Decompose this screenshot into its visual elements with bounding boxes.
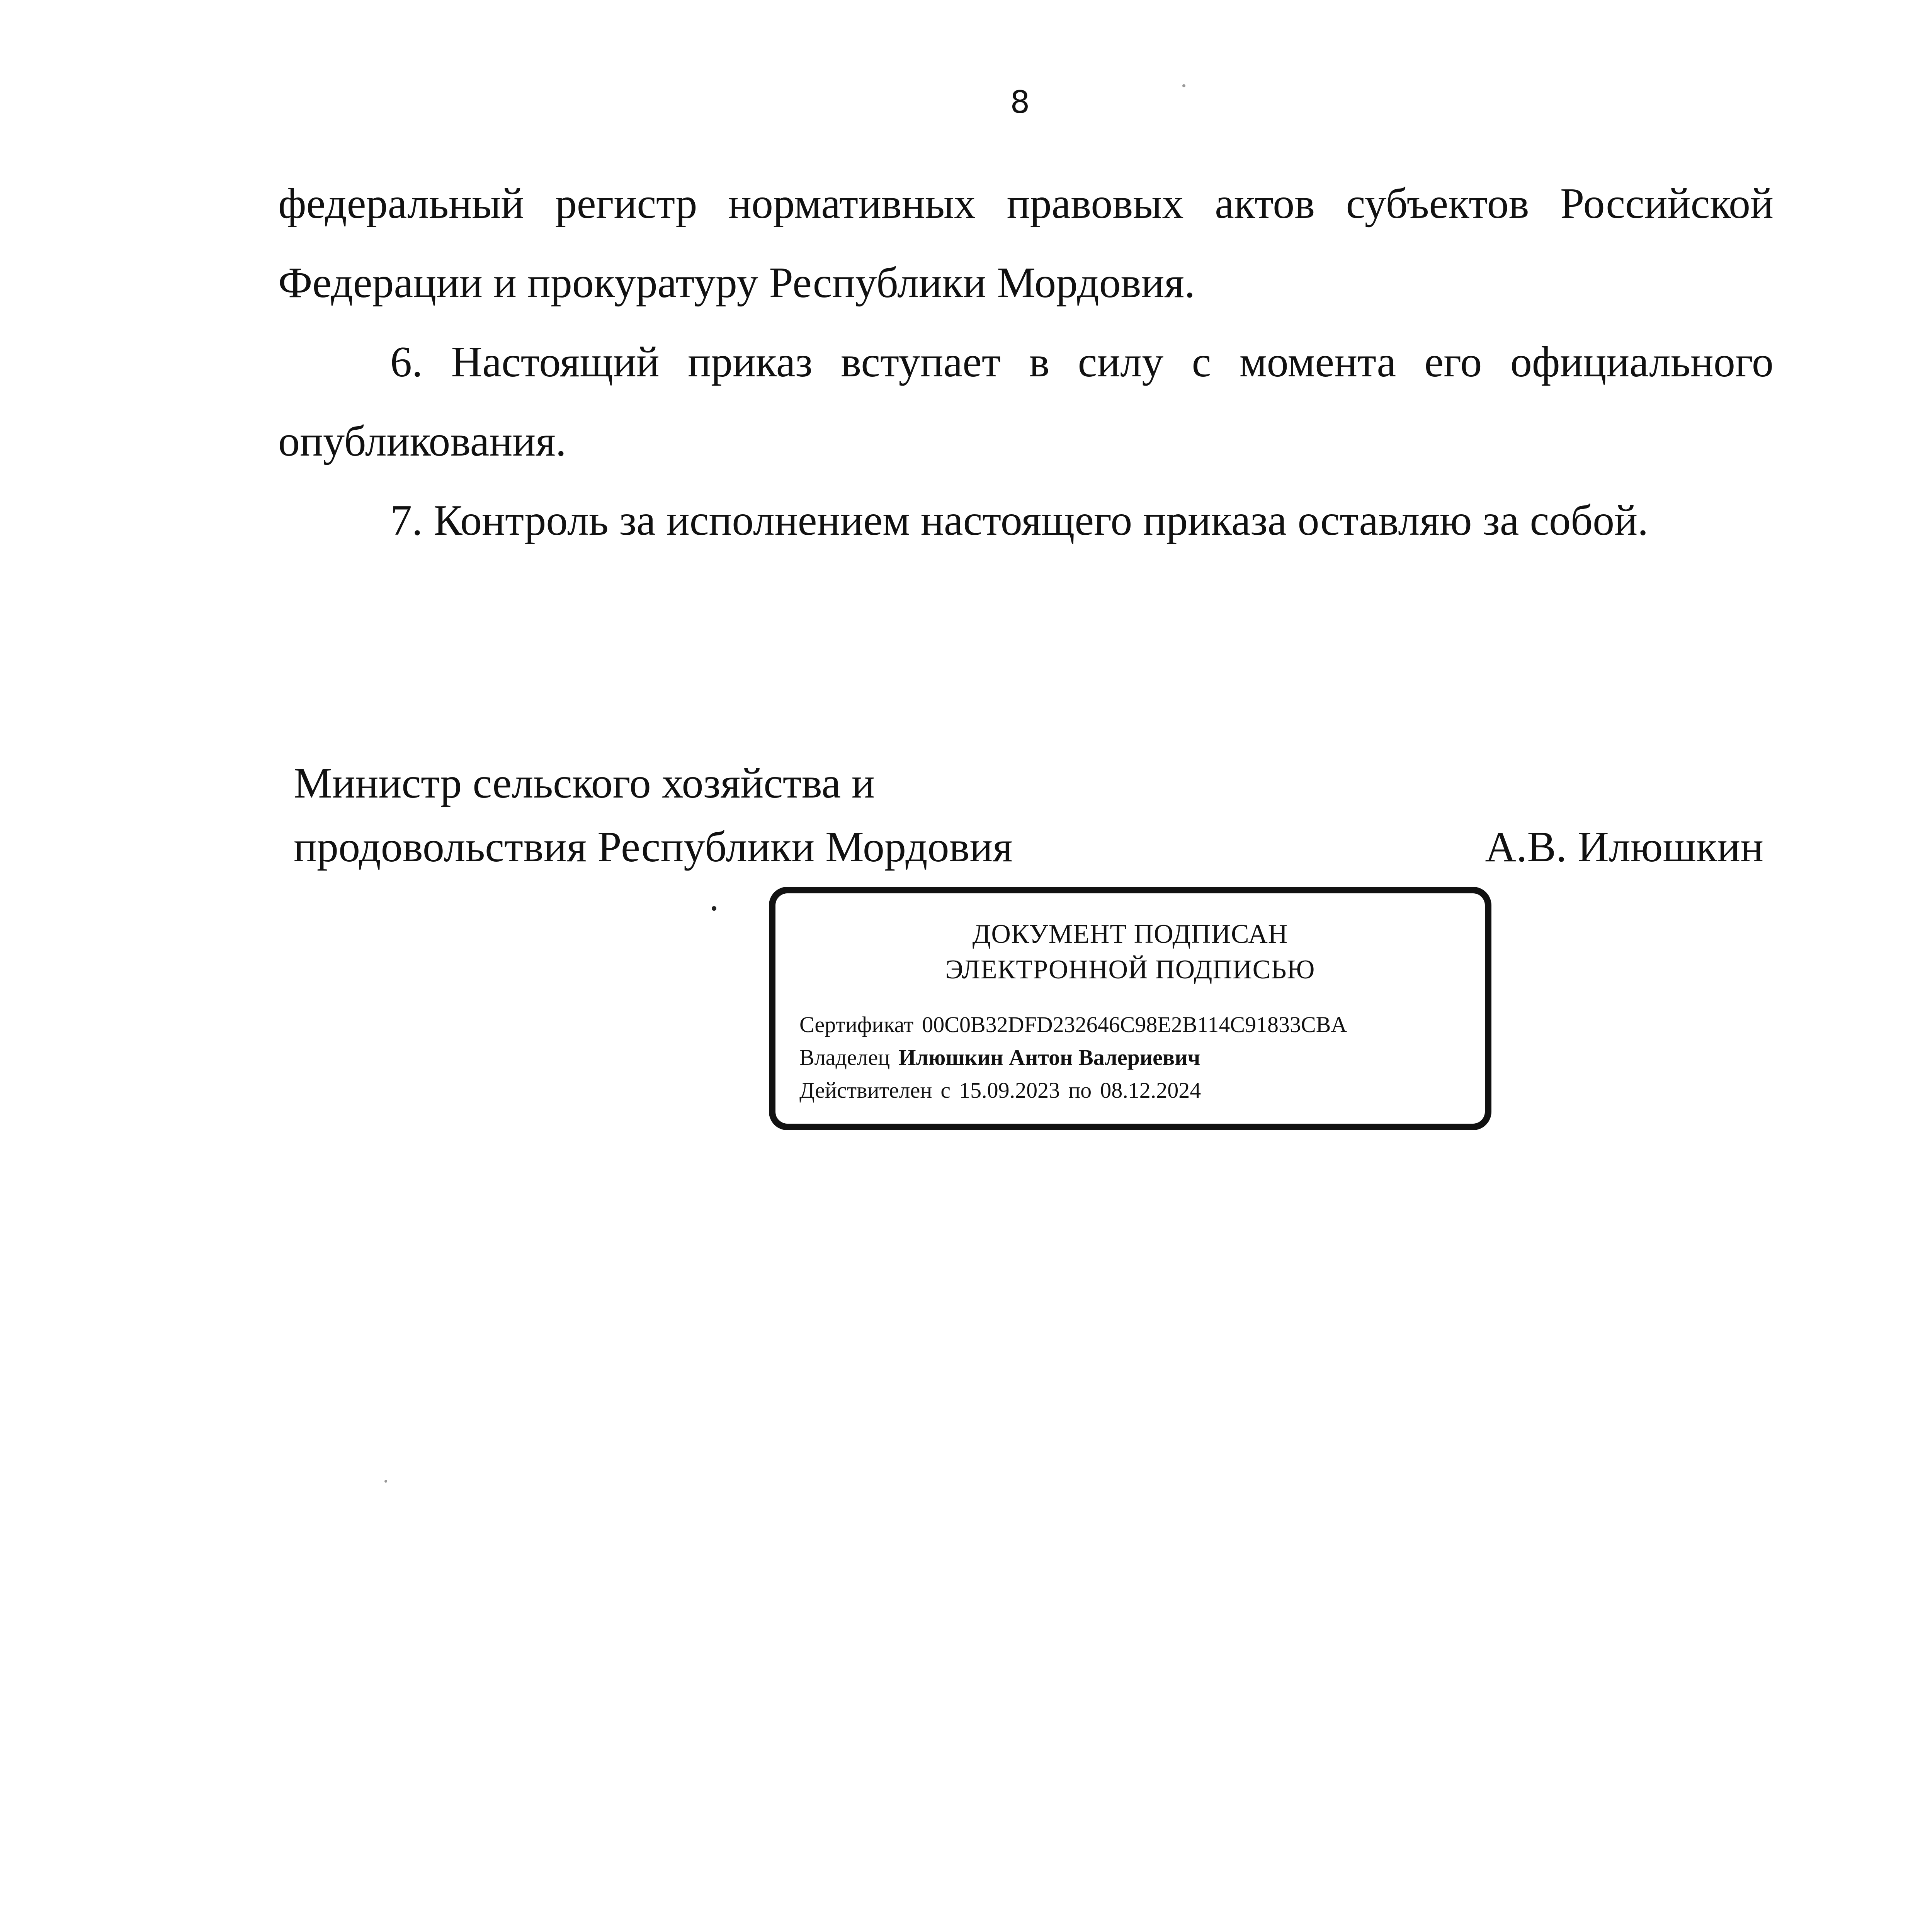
scan-speck bbox=[1182, 84, 1185, 87]
stamp-header bbox=[775, 917, 1485, 988]
paragraph-item-6: 6. Настоящий приказ вступает в силу с момента его официального опубликования. bbox=[278, 338, 1773, 465]
stamp-header-line1: ДОКУМЕНТ ПОДПИСАН bbox=[972, 919, 1288, 949]
validity-from-date: 15.09.2023 bbox=[959, 1078, 1060, 1103]
electronic-signature-stamp bbox=[769, 887, 1491, 1130]
certificate-value: 00C0B32DFD232646C98E2B114C91833CBA bbox=[922, 1012, 1347, 1037]
stamp-owner-row bbox=[799, 1042, 1200, 1073]
stamp-certificate-row bbox=[799, 1009, 1347, 1040]
validity-to-label: по bbox=[1068, 1078, 1092, 1103]
paragraph-item-7: 7. Контроль за исполнением настоящего приказа оставляю за собой. bbox=[390, 497, 1649, 544]
scan-speck bbox=[384, 1480, 387, 1483]
signatory-title-line2: продовольствия Республики Мордовия bbox=[294, 823, 1013, 871]
paragraph-register: федеральный регистр нормативных правовых актов субъектов Российской Федерации и прокуратуру Республики Мордовия. bbox=[278, 180, 1773, 307]
stamp-header-line2: ЭЛЕКТРОННОЙ ПОДПИСЬЮ bbox=[945, 955, 1315, 985]
signatory-title bbox=[294, 752, 1013, 879]
validity-label: Действителен bbox=[799, 1078, 932, 1103]
signatory-name: А.В. Илюшкин bbox=[1485, 823, 1763, 871]
validity-from-label: с bbox=[940, 1078, 951, 1103]
owner-value: Илюшкин Антон Валериевич bbox=[898, 1045, 1200, 1070]
page-number: 8 bbox=[1010, 84, 1030, 120]
signatory-title-line1: Министр сельского хозяйства и bbox=[294, 759, 875, 807]
certificate-label: Сертификат bbox=[799, 1012, 914, 1037]
scan-speck bbox=[712, 906, 716, 911]
stamp-validity-row bbox=[799, 1075, 1201, 1106]
owner-label: Владелец bbox=[799, 1045, 890, 1070]
validity-to-date: 08.12.2024 bbox=[1100, 1078, 1201, 1103]
